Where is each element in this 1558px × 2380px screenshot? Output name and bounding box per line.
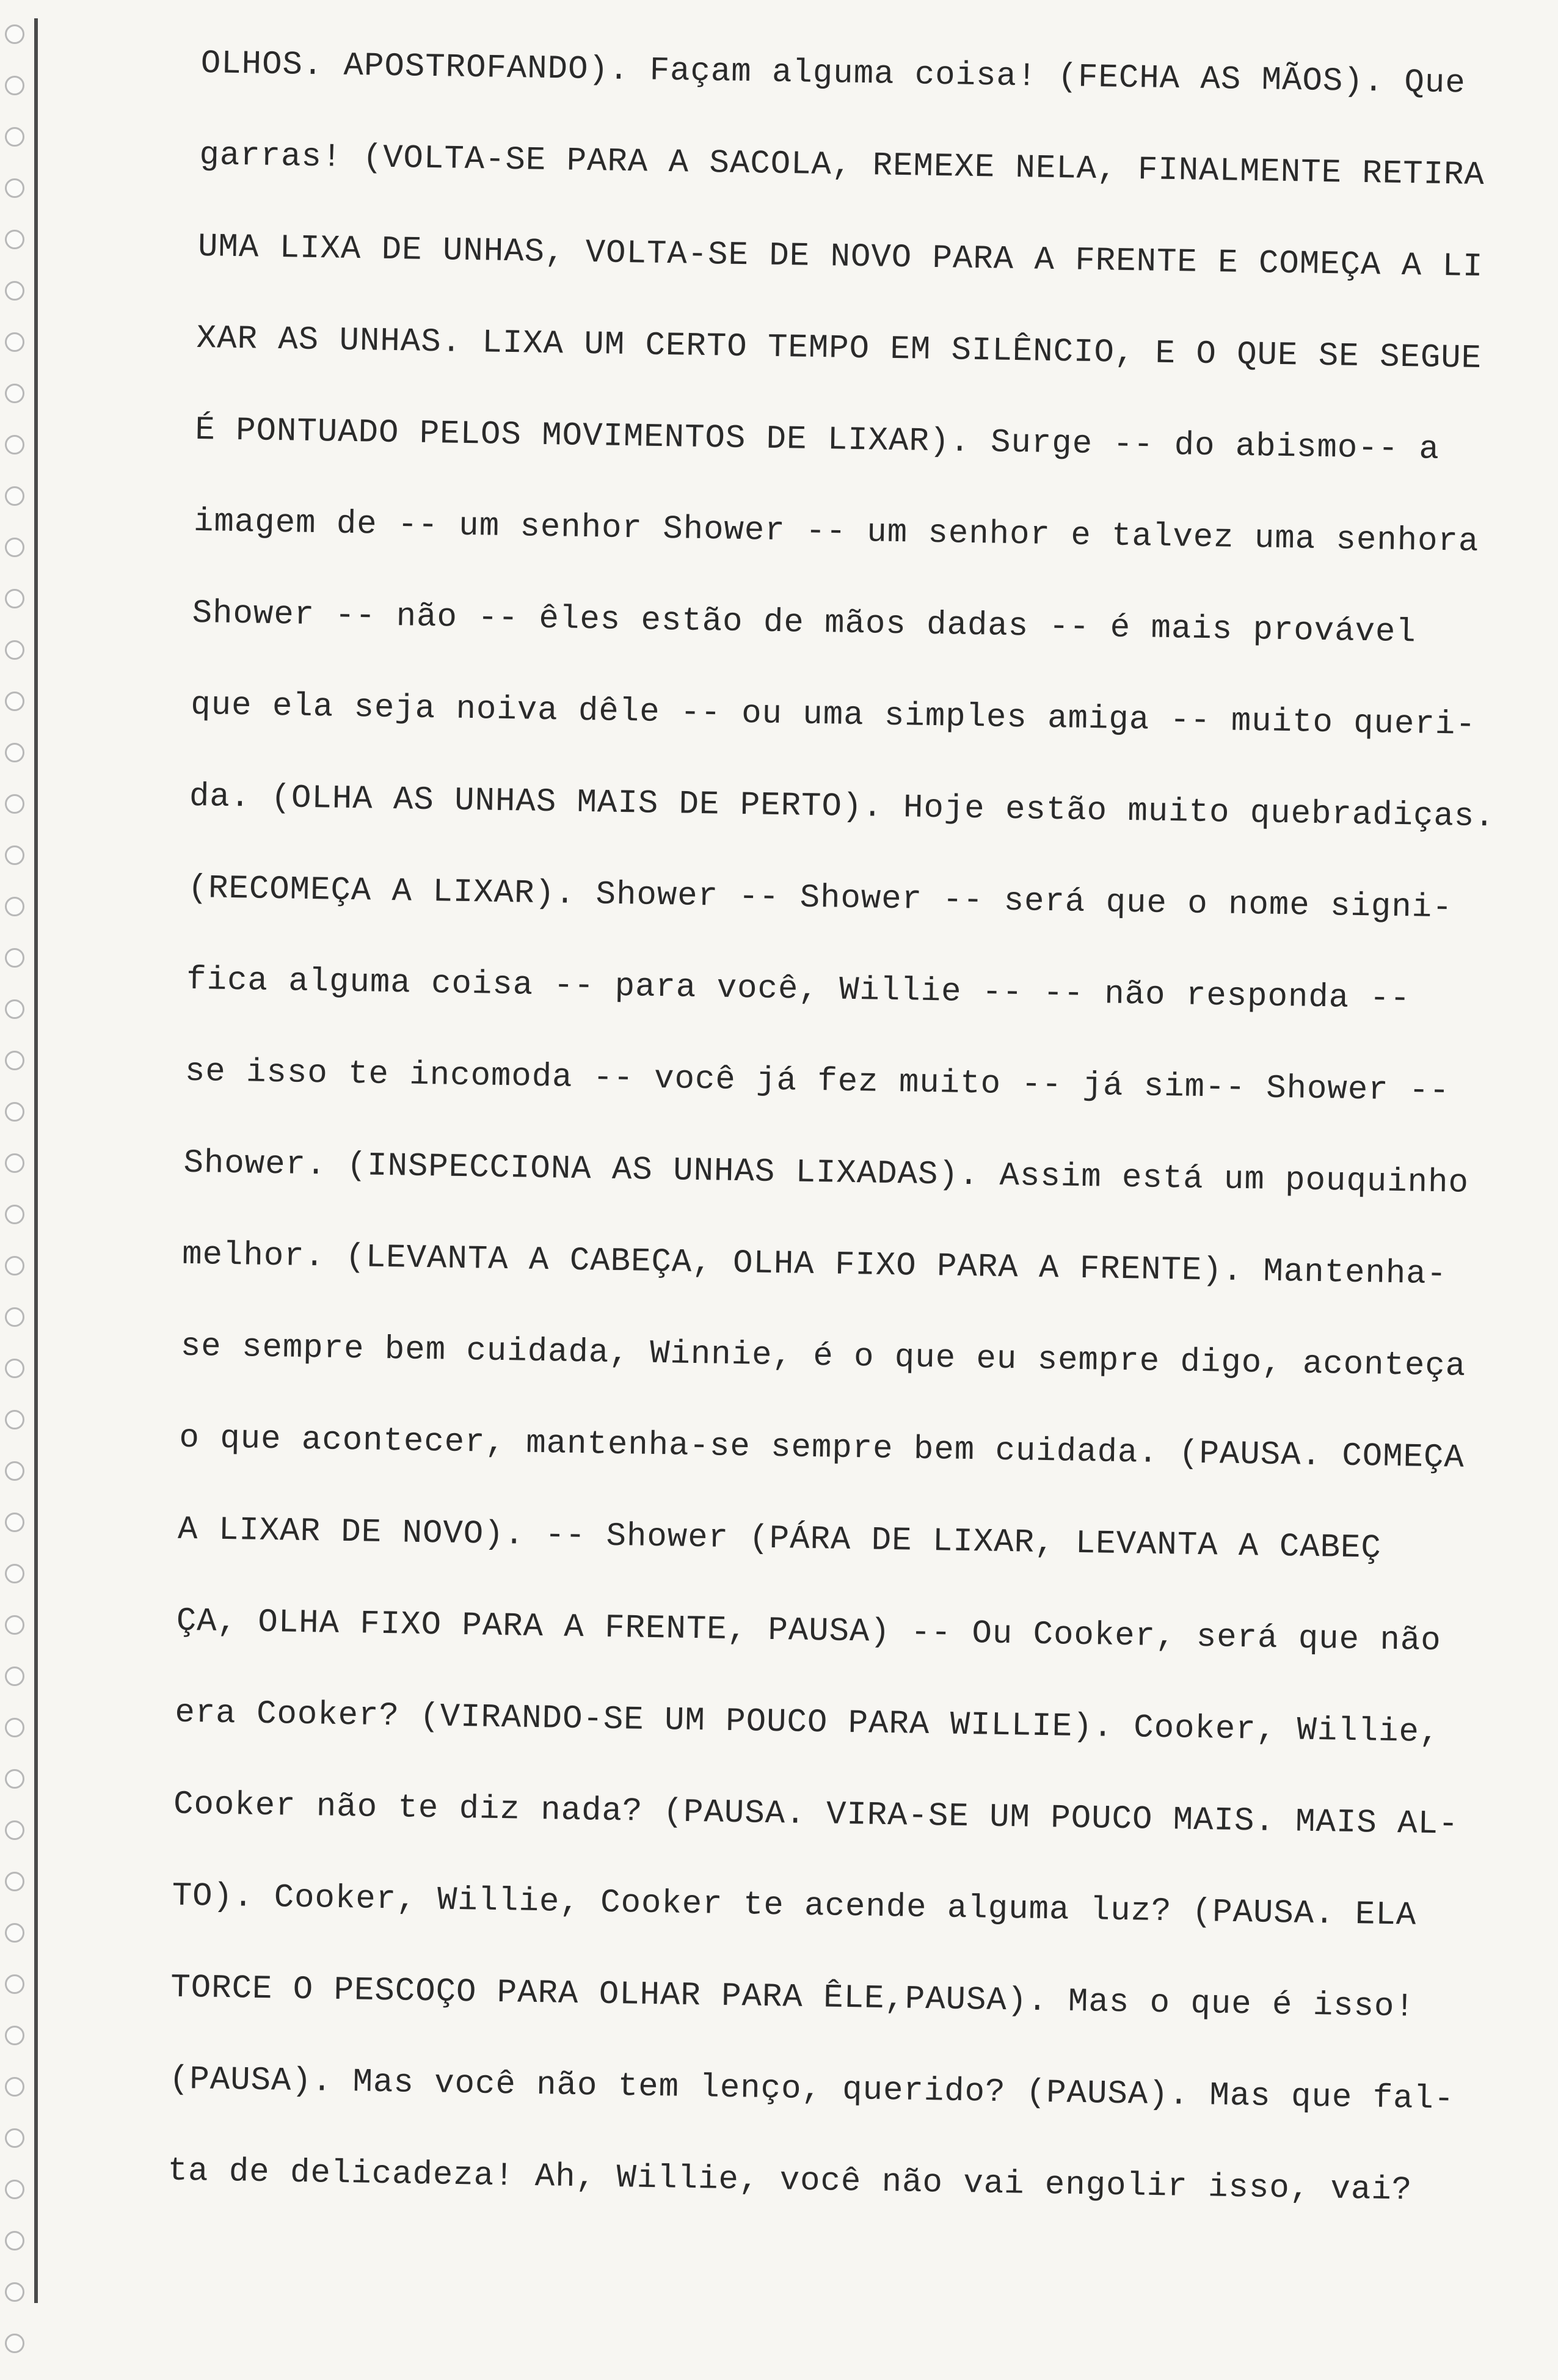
binder-hole	[5, 1974, 24, 1994]
binder-hole	[5, 1461, 24, 1481]
text-line: (RECOMEÇA A LIXAR). Shower -- Shower -- será que o nome signi-	[187, 869, 1453, 927]
text-line: era Cooker? (VIRANDO-SE UM POUCO PARA WILLIE). Cooker, Willie,	[174, 1694, 1440, 1752]
binder-hole	[5, 1769, 24, 1789]
text-line: TO). Cooker, Willie, Cooker te acende alguma luz? (PAUSA. ELA	[172, 1877, 1417, 1935]
binder-hole	[5, 1615, 24, 1635]
text-line: Shower -- não -- êles estão de mãos dadas -- é mais provável	[192, 594, 1417, 652]
text-line: (PAUSA). Mas você não tem lenço, querido? (PAUSA). Mas que fal-	[169, 2061, 1455, 2119]
binder-hole	[5, 24, 24, 44]
binder-hole	[5, 1051, 24, 1070]
binder-hole	[5, 948, 24, 968]
binder-hole	[5, 486, 24, 506]
text-line: que ela seja noiva dêle -- ou uma simples amiga -- muito queri-	[190, 686, 1477, 744]
binder-hole	[5, 640, 24, 660]
binder-hole	[5, 178, 24, 198]
text-line: fica alguma coisa -- para você, Willie -- -- não responda --	[186, 961, 1411, 1018]
binder-hole	[5, 2077, 24, 2097]
binder-hole	[5, 1153, 24, 1173]
binder-hole	[5, 435, 24, 454]
text-line: se sempre bem cuidada, Winnie, é o que eu sempre digo, aconteça	[180, 1327, 1466, 1385]
text-line: A LIXAR DE NOVO). -- Shower (PÁRA DE LIXAR, LEVANTA A CABEÇ	[177, 1511, 1382, 1568]
binder-hole	[5, 1923, 24, 1943]
text-line: se isso te incomoda -- você já fez muito -- já sim-- Shower --	[184, 1053, 1451, 1111]
binder-hole	[5, 2180, 24, 2199]
binder-hole	[5, 1718, 24, 1737]
binder-hole	[5, 794, 24, 814]
binder-hole	[5, 2231, 24, 2250]
binder-hole	[5, 1307, 24, 1327]
typewritten-text	[167, 18, 1496, 2237]
text-line: Shower. (INSPECCIONA AS UNHAS LIXADAS). Assim está um pouquinho	[183, 1144, 1469, 1202]
binder-hole	[5, 1872, 24, 1891]
binder-hole	[5, 1256, 24, 1276]
binder-hole	[5, 76, 24, 95]
binder-hole	[5, 1513, 24, 1532]
binder-hole	[5, 1359, 24, 1378]
text-line: da. (OLHA AS UNHAS MAIS DE PERTO). Hoje estão muito quebradiças.	[189, 778, 1496, 836]
binder-hole	[5, 999, 24, 1019]
text-line: ÇA, OLHA FIXO PARA A FRENTE, PAUSA) -- Ou Cooker, será que não	[176, 1602, 1442, 1660]
text-line: ta de delicadeza! Ah, Willie, você não vai engolir isso, vai?	[167, 2152, 1413, 2210]
binder-hole	[5, 281, 24, 301]
text-line: melhor. (LEVANTA A CABEÇA, OLHA FIXO PARA A FRENTE). Mantenha-	[181, 1236, 1447, 1294]
binder-hole	[5, 897, 24, 916]
binder-hole	[5, 384, 24, 403]
binder-hole	[5, 1410, 24, 1429]
text-line: imagem de -- um senhor Shower -- um senhor e talvez uma senhora	[193, 503, 1479, 561]
binder-hole	[5, 1102, 24, 1122]
binder-hole	[5, 2282, 24, 2302]
text-line: Cooker não te diz nada? (PAUSA. VIRA-SE UM POUCO MAIS. MAIS AL-	[173, 1786, 1459, 1844]
binder-hole	[5, 538, 24, 557]
binder-hole	[5, 1820, 24, 1840]
binder-hole	[5, 1666, 24, 1686]
binder-hole	[5, 1205, 24, 1224]
binder-hole	[5, 2334, 24, 2353]
binder-hole	[5, 743, 24, 762]
binder-hole	[5, 845, 24, 865]
binder-hole	[5, 692, 24, 711]
binder-hole	[5, 332, 24, 352]
binding-edge	[34, 18, 38, 2303]
binder-hole	[5, 230, 24, 249]
binder-hole	[5, 2026, 24, 2045]
text-line: XAR AS UNHAS. LIXA UM CERTO TEMPO EM SILÊNCIO, E O QUE SE SEGUE	[196, 319, 1482, 378]
text-line: TORCE O PESCOÇO PARA OLHAR PARA ÊLE,PAUSA). Mas o que é isso!	[170, 1969, 1416, 2026]
text-line: o que acontecer, mantenha-se sempre bem cuidada. (PAUSA. COMEÇA	[179, 1419, 1465, 1477]
binder-hole	[5, 1564, 24, 1583]
binder-hole	[5, 127, 24, 147]
text-line: OLHOS. APOSTROFANDO). Façam alguma coisa! (FECHA AS MÃOS). Que	[200, 45, 1466, 103]
text-line: É PONTUADO PELOS MOVIMENTOS DE LIXAR). Surge -- do abismo-- a	[194, 411, 1440, 469]
text-line: UMA LIXA DE UNHAS, VOLTA-SE DE NOVO PARA A FRENTE E COMEÇA A LI	[197, 228, 1483, 287]
binder-hole	[5, 589, 24, 608]
text-line: garras! (VOLTA-SE PARA A SACOLA, REMEXE NELA, FINALMENTE RETIRA	[198, 136, 1485, 195]
binder-hole	[5, 2128, 24, 2148]
